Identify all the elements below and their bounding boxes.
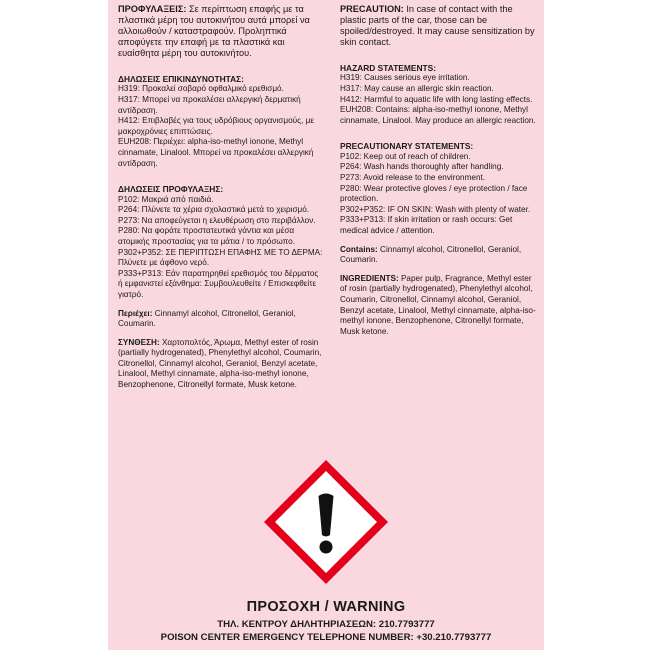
- english-hazard-item: H412: Harmful to aquatic life with long lasting effects.: [340, 94, 533, 104]
- greek-precaution-text: Σε περίπτωση επαφής με τα πλαστικά μέρη του αυτοκινήτου αυτά μπορεί να αλλοιωθούν / καταστραφούν. Προληπτικά αποφύγετε την επαφή με τα πλαστικά και ευαίσθητα μέρη του αυτοκινήτου.: [118, 4, 310, 58]
- english-precaution-paragraph: [340, 4, 536, 48]
- english-precaution-lead: PRECAUTION:: [340, 4, 404, 14]
- english-hazard-item: H317: May cause an allergic skin reaction.: [340, 84, 494, 93]
- english-contains-lead: Contains:: [340, 244, 378, 254]
- english-hazard-list: [340, 73, 536, 126]
- english-precautionary-item: P264: Wash hands thoroughly after handling.: [340, 162, 504, 172]
- exclamation-dot: [320, 541, 333, 554]
- english-contains-text: Cinnamyl alcohol, Citronellol, Geraniol, Coumarin.: [340, 244, 522, 265]
- greek-composition-lead: ΣΥΝΘΕΣΗ:: [118, 337, 160, 347]
- english-precautionary-heading: PRECAUTIONARY STATEMENTS:: [340, 141, 474, 152]
- exclamation-mark-hazard-icon: [262, 458, 390, 586]
- greek-precautionary-item: P333+P313: Εάν παρατηρηθεί ερεθισμός του δέρματος ή εμφανιστεί εξάνθημα: Συμβουλευθείτε / Επισκεφθείτε γιατρό.: [118, 268, 319, 299]
- greek-precaution-lead: ΠΡΟΦΥΛΑΞΕΙΣ:: [118, 4, 187, 14]
- warning-title: ΠΡΟΣΟΧΗ / WARNING: [246, 599, 406, 615]
- greek-column: [118, 4, 324, 391]
- greek-precaution-paragraph: [118, 4, 324, 59]
- greek-hazard-item: H319: Προκαλεί σοβαρό οφθαλμικό ερεθισμό.: [118, 84, 284, 94]
- greek-contains-paragraph: [118, 309, 324, 330]
- greek-precautionary-item: P280: Να φοράτε προστατευτικά γάντια και μέσα ατομικής προστασίας για τα μάτια / το πρόσωπο.: [118, 226, 296, 246]
- greek-hazard-list: [118, 84, 324, 169]
- greek-composition-text: Χαρτοπολτός, Άρωμα, Methyl ester of rosin (partially hydrogenated), Phenylethyl alcohol, Coumarin, Citronellol, Cinnamyl alcohol, Geraniol, Benzyl acetate, Linalool, Methyl cinnamate, alpha-iso-methyl ionone, Benzophenone, Citronellyl formate, Musk ketone.: [118, 337, 322, 390]
- english-contains-paragraph: [340, 245, 536, 266]
- greek-poison-center-phone: ΤΗΛ. ΚΕΝΤΡΟΥ ΔΗΛΗΤΗΡΙΑΣΕΩΝ: 210.7793777: [217, 619, 435, 630]
- english-hazard-heading: HAZARD STATEMENTS:: [340, 63, 436, 73]
- greek-precautionary-item: P273: Να αποφεύγεται η ελευθέρωση στο περιβάλλον.: [118, 215, 316, 225]
- greek-precautionary-item: P264: Πλύνετε τα χέρια σχολαστικά μετά το χειρισμό.: [118, 205, 310, 215]
- english-precaution-text: In case of contact with the plastic parts of the car, those can be spoiled/destroyed. It may cause sensitization by skin contact.: [340, 4, 535, 47]
- english-precautionary-item: P302+P352: IF ON SKIN: Wash with plenty of water.: [340, 204, 531, 214]
- english-hazard-item: EUH208: Contains: alpha-iso-methyl ionone, Methyl cinnamate, Linalool. May produce an allergic reaction.: [340, 105, 536, 125]
- greek-hazard-heading: ΔΗΛΩΣΕΙΣ ΕΠΙΚΙΝΔΥΝΟΤΗΤΑΣ:: [118, 74, 244, 84]
- greek-precautionary-heading: ΔΗΛΩΣΕΙΣ ΠΡΟΦΥΛΑΞΗΣ:: [118, 184, 224, 195]
- greek-precautionary-item: P302+P352: ΣΕ ΠΕΡΙΠΤΩΣΗ ΕΠΑΦΗΣ ΜΕ ΤΟ ΔΕΡΜΑ: Πλύνετε με άφθονο νερό.: [118, 247, 323, 268]
- greek-precautionary-item: P102: Μακριά από παιδιά.: [118, 194, 214, 204]
- greek-hazard-item: EUH208: Περιέχει: alpha-iso-methyl ionone, Methyl cinnamate, Linalool. Μπορεί να προκαλέσει αλλεργική αντίδραση.: [118, 137, 314, 168]
- greek-hazard-item: H317: Μπορεί να προκαλέσει αλλεργική δερματική αντίδραση.: [118, 95, 301, 115]
- greek-precautionary-list: [118, 195, 324, 301]
- greek-contains-text: Cinnamyl alcohol, Citronellol, Geraniol, Coumarin.: [118, 308, 296, 329]
- english-precautionary-item: P333+P313: If skin irritation or rash occurs: Get medical advice / attention.: [340, 215, 513, 235]
- english-ingredients-lead: INGREDIENTS:: [340, 273, 399, 283]
- english-hazard-item: H319: Causes serious eye irritation.: [340, 73, 470, 83]
- english-precautionary-list: [340, 152, 536, 237]
- english-precautionary-item: P102: Keep out of reach of children.: [340, 151, 471, 161]
- english-precautionary-item: P273: Avoid release to the environment.: [340, 172, 486, 182]
- english-ingredients-text: Paper pulp, Fragrance, Methyl ester of rosin (partially hydrogenated), Phenylethyl alcohol, Coumarin, Citronellol, Cinnamyl alcohol, Geraniol, Benzyl acetate, Linalool, Methyl cinnamate, alpha-iso-methyl ionone, Benzophenone, Citronellyl formate, Musk ketone.: [340, 273, 536, 336]
- english-ingredients-paragraph: [340, 274, 536, 338]
- greek-contains-lead: Περιέχει:: [118, 308, 153, 318]
- english-column: [340, 4, 536, 337]
- english-poison-center-phone: POISON CENTER EMERGENCY TELEPHONE NUMBER: +30.210.7793777: [160, 632, 492, 643]
- english-precautionary-item: P280: Wear protective gloves / eye protection / face protection.: [340, 183, 528, 204]
- greek-composition-paragraph: [118, 338, 324, 391]
- greek-hazard-item: H412: Επιβλαβές για τους υδρόβιους οργανισμούς, με μακροχρόνιες επιπτώσεις.: [118, 116, 314, 136]
